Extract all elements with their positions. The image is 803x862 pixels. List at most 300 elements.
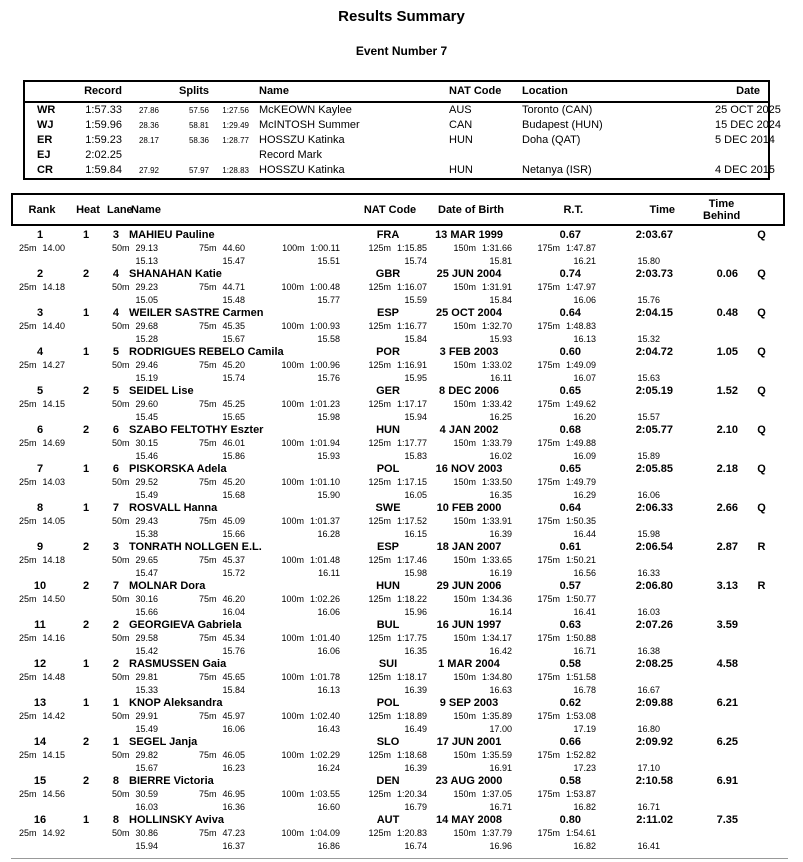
lap-time	[340, 606, 427, 618]
lap-time	[158, 294, 245, 306]
split-time: 1:31.66	[481, 243, 512, 253]
split-125m	[340, 710, 427, 723]
lap-time	[65, 528, 158, 540]
result-heat: 2	[82, 736, 90, 748]
lap-time-value: 16.56	[573, 568, 596, 578]
result-lane: 5	[112, 385, 119, 397]
lap-time	[512, 411, 596, 423]
lap-time-value: 15.80	[637, 256, 660, 266]
splits-row	[11, 320, 785, 333]
split-25m	[11, 788, 65, 801]
result-lane: 1	[112, 736, 119, 748]
split-distance-label: 75m	[198, 321, 217, 331]
result-entry	[11, 774, 785, 813]
lap-time	[512, 684, 596, 696]
split-75m	[158, 710, 245, 723]
split-distance-label: 150m	[453, 438, 476, 448]
lap-time	[158, 489, 245, 501]
split-time: 29.52	[135, 477, 158, 487]
splits-row	[11, 749, 785, 762]
split-150m	[427, 710, 512, 723]
lap-spacer	[11, 840, 65, 852]
lap-spacer	[11, 567, 65, 579]
record-date: 15 DEC 2024	[715, 119, 782, 131]
split-spacer	[596, 476, 660, 489]
lap-time-value: 15.47	[135, 568, 158, 578]
record-holder-name: McKEOWN Kaylee	[259, 104, 352, 116]
lap-time-value: 16.28	[317, 529, 340, 539]
split-distance-label: 50m	[111, 750, 130, 760]
lap-time	[158, 411, 245, 423]
lap-time-value: 15.98	[637, 529, 660, 539]
lap-time-value: 15.95	[404, 373, 427, 383]
lap-time-value: 16.91	[489, 763, 512, 773]
lap-time	[158, 606, 245, 618]
time-behind: 2.66	[716, 502, 738, 514]
split-time: 30.16	[135, 594, 158, 604]
lap-time-value: 16.04	[222, 607, 245, 617]
lap-time-value: 15.47	[222, 256, 245, 266]
swimmer-name: KNOP Aleksandra	[129, 697, 223, 709]
swimmer-date-of-birth: 16 NOV 2003	[435, 463, 503, 475]
lap-time-value: 16.78	[573, 685, 596, 695]
lap-time	[512, 294, 596, 306]
record-code: EJ	[37, 149, 51, 161]
split-distance-label: 25m	[18, 321, 37, 331]
split-distance-label: 150m	[453, 477, 476, 487]
split-distance-label: 125m	[368, 477, 391, 487]
split-150m	[427, 827, 512, 840]
split-distance-label: 75m	[198, 555, 217, 565]
split-distance-label: 75m	[198, 243, 217, 253]
lap-time-value: 16.39	[489, 529, 512, 539]
lap-time	[158, 333, 245, 345]
split-distance-label: 125m	[368, 555, 391, 565]
lap-time-value: 15.32	[637, 334, 660, 344]
swimmer-name: SEIDEL Lise	[129, 385, 194, 397]
lap-spacer	[11, 411, 65, 423]
split-distance-label: 25m	[18, 282, 37, 292]
lap-time-value: 16.71	[573, 646, 596, 656]
time-behind: 6.21	[716, 697, 738, 709]
result-entry	[11, 579, 785, 618]
result-heat: 1	[82, 502, 90, 514]
result-lane: 7	[112, 580, 119, 592]
final-time: 2:05.19	[635, 385, 673, 397]
result-heat: 1	[82, 229, 90, 241]
lap-time	[245, 255, 340, 267]
split-100m	[245, 710, 340, 723]
results-header	[11, 193, 785, 226]
lap-time	[512, 801, 596, 813]
result-entry	[11, 423, 785, 462]
split-time: 1:34.36	[481, 594, 512, 604]
split-distance-label: 100m	[281, 672, 304, 682]
split-time: 14.40	[42, 321, 65, 331]
split-175m	[512, 632, 596, 645]
lap-time	[427, 606, 512, 618]
lap-time-value: 16.09	[573, 451, 596, 461]
lap-times-row	[11, 411, 785, 423]
split-time: 1:49.79	[565, 477, 596, 487]
lap-time	[512, 255, 596, 267]
split-50m	[65, 593, 158, 606]
split-150m	[427, 671, 512, 684]
split-time: 1:04.09	[309, 828, 340, 838]
split-time: 1:01.37	[309, 516, 340, 526]
lap-time	[340, 489, 427, 501]
split-distance-label: 50m	[111, 555, 130, 565]
result-lane: 6	[112, 424, 119, 436]
split-75m	[158, 281, 245, 294]
record-holder-name: McINTOSH Summer	[259, 119, 360, 131]
split-125m	[340, 437, 427, 450]
result-heat: 2	[82, 541, 90, 553]
swimmer-name: GEORGIEVA Gabriela	[129, 619, 242, 631]
split-100m	[245, 827, 340, 840]
qualification-mark: R	[757, 541, 766, 553]
lap-time	[340, 684, 427, 696]
split-time: 1:53.87	[565, 789, 596, 799]
split-time: 14.69	[42, 438, 65, 448]
lap-time	[596, 489, 660, 501]
reaction-time: 0.60	[559, 346, 581, 358]
split-distance-label: 50m	[111, 399, 130, 409]
final-time: 2:06.54	[635, 541, 673, 553]
lap-time-value: 16.38	[637, 646, 660, 656]
lap-time-value: 16.13	[317, 685, 340, 695]
lap-time-value: 16.15	[404, 529, 427, 539]
split-time: 14.48	[42, 672, 65, 682]
result-rank: 12	[33, 658, 47, 670]
split-distance-label: 75m	[198, 360, 217, 370]
split-125m	[340, 554, 427, 567]
lap-time	[596, 801, 660, 813]
split-distance-label: 25m	[18, 789, 37, 799]
final-time: 2:04.15	[635, 307, 673, 319]
splits-row	[11, 632, 785, 645]
lap-time	[512, 528, 596, 540]
records-table	[23, 80, 782, 180]
result-entry	[11, 618, 785, 657]
split-100m	[245, 632, 340, 645]
qualification-mark: Q	[757, 268, 766, 280]
lap-time-value: 15.05	[135, 295, 158, 305]
lap-times-row	[11, 684, 785, 696]
result-main-row	[11, 501, 785, 515]
split-150m	[427, 320, 512, 333]
result-entry	[11, 228, 785, 267]
split-distance-label: 75m	[198, 672, 217, 682]
split-time: 14.15	[42, 750, 65, 760]
reaction-time: 0.64	[559, 307, 581, 319]
swimmer-name: SEGEL Janja	[129, 736, 198, 748]
lap-time-value: 15.84	[489, 295, 512, 305]
qualification-mark: Q	[757, 502, 766, 514]
splits-row	[11, 515, 785, 528]
lap-time	[65, 333, 158, 345]
split-distance-label: 50m	[111, 633, 130, 643]
split-time: 45.37	[222, 555, 245, 565]
lap-time	[158, 255, 245, 267]
splits-row	[11, 359, 785, 372]
lap-time	[245, 567, 340, 579]
split-150m	[427, 593, 512, 606]
result-lane: 2	[112, 658, 119, 670]
split-75m	[158, 320, 245, 333]
lap-times-row	[11, 723, 785, 735]
lap-time-value: 16.60	[317, 802, 340, 812]
swimmer-date-of-birth: 10 FEB 2000	[436, 502, 502, 514]
split-100m	[245, 749, 340, 762]
reaction-time: 0.67	[559, 229, 581, 241]
split-time: 1:18.89	[396, 711, 427, 721]
lap-time	[340, 645, 427, 657]
split-time: 1:53.08	[565, 711, 596, 721]
split-150m	[427, 515, 512, 528]
swimmer-nat-code: ESP	[376, 541, 399, 553]
split-125m	[340, 671, 427, 684]
result-main-row	[11, 618, 785, 632]
split-time: 14.92	[42, 828, 65, 838]
result-lane: 3	[112, 229, 119, 241]
lap-time	[427, 840, 512, 852]
split-distance-label: 150m	[453, 243, 476, 253]
split-distance-label: 150m	[453, 555, 476, 565]
lap-time	[340, 528, 427, 540]
result-main-row	[11, 540, 785, 554]
split-time: 1:33.42	[481, 399, 512, 409]
split-distance-label: 25m	[18, 828, 37, 838]
lap-time	[427, 528, 512, 540]
lap-time	[340, 567, 427, 579]
lap-time-value: 16.33	[637, 568, 660, 578]
lap-time	[65, 762, 158, 774]
split-time: 1:18.22	[396, 594, 427, 604]
split-distance-label: 100m	[281, 594, 304, 604]
split-distance-label: 150m	[453, 828, 476, 838]
swimmer-date-of-birth: 23 AUG 2000	[435, 775, 503, 787]
record-time: 2:02.25	[85, 149, 122, 161]
split-spacer	[596, 710, 660, 723]
split-distance-label: 50m	[111, 672, 130, 682]
split-75m	[158, 827, 245, 840]
results-header-row	[13, 198, 783, 222]
split-25m	[11, 710, 65, 723]
lap-time-value: 15.96	[404, 607, 427, 617]
lap-time	[427, 333, 512, 345]
split-time: 29.23	[135, 282, 158, 292]
lap-time	[427, 450, 512, 462]
split-125m	[340, 320, 427, 333]
lap-time	[512, 372, 596, 384]
lap-time-value: 15.93	[489, 334, 512, 344]
split-distance-label: 25m	[18, 516, 37, 526]
lap-time	[340, 840, 427, 852]
split-time: 1:50.21	[565, 555, 596, 565]
split-distance-label: 125m	[368, 594, 391, 604]
lap-time	[427, 684, 512, 696]
swimmer-nat-code: SWE	[375, 502, 401, 514]
lap-time-value: 16.39	[404, 763, 427, 773]
split-time: 14.27	[42, 360, 65, 370]
split-time: 1:35.59	[481, 750, 512, 760]
record-time: 1:59.96	[85, 119, 122, 131]
split-100m	[245, 515, 340, 528]
result-main-row	[11, 384, 785, 398]
split-time: 1:37.79	[481, 828, 512, 838]
split-distance-label: 25m	[18, 438, 37, 448]
qualification-mark: R	[757, 580, 766, 592]
split-25m	[11, 515, 65, 528]
split-100m	[245, 437, 340, 450]
split-50m	[65, 554, 158, 567]
lap-time	[158, 450, 245, 462]
split-100m	[245, 671, 340, 684]
split-spacer	[596, 554, 660, 567]
split-time: 46.95	[222, 789, 245, 799]
split-time: 1:31.91	[481, 282, 512, 292]
lap-time	[65, 801, 158, 813]
lap-time	[512, 450, 596, 462]
lap-time-value: 15.42	[135, 646, 158, 656]
lap-time	[596, 333, 660, 345]
split-75m	[158, 398, 245, 411]
lap-time-value: 16.21	[573, 256, 596, 266]
record-date: 4 DEC 2015	[715, 164, 775, 176]
split-25m	[11, 827, 65, 840]
lap-time-value: 16.13	[573, 334, 596, 344]
swimmer-date-of-birth: 13 MAR 1999	[435, 229, 503, 241]
split-time: 1:33.02	[481, 360, 512, 370]
split-time: 45.09	[222, 516, 245, 526]
col-header-rank: Rank	[28, 203, 56, 216]
lap-time	[512, 489, 596, 501]
qualification-mark: Q	[757, 229, 766, 241]
split-time: 1:34.17	[481, 633, 512, 643]
lap-time-value: 15.84	[222, 685, 245, 695]
reaction-time: 0.62	[559, 697, 581, 709]
split-spacer	[596, 827, 660, 840]
result-rank: 6	[36, 424, 44, 436]
records-header-record: Record	[84, 85, 122, 97]
qualification-mark: Q	[757, 307, 766, 319]
split-distance-label: 125m	[368, 672, 391, 682]
result-lane: 8	[112, 775, 119, 787]
lap-time-value: 15.59	[404, 295, 427, 305]
split-distance-label: 100m	[281, 282, 304, 292]
record-holder-name: HOSSZU Katinka	[259, 134, 345, 146]
split-time: 1:34.80	[481, 672, 512, 682]
result-entry	[11, 540, 785, 579]
split-distance-label: 125m	[368, 750, 391, 760]
time-behind: 4.58	[716, 658, 738, 670]
result-main-row	[11, 345, 785, 359]
split-75m	[158, 359, 245, 372]
lap-time-value: 15.90	[317, 490, 340, 500]
split-distance-label: 125m	[368, 243, 391, 253]
lap-time-value: 15.63	[637, 373, 660, 383]
split-175m	[512, 671, 596, 684]
final-time: 2:06.80	[635, 580, 673, 592]
split-time: 1:18.17	[396, 672, 427, 682]
split-distance-label: 75m	[198, 594, 217, 604]
split-125m	[340, 827, 427, 840]
swimmer-nat-code: HUN	[376, 424, 400, 436]
lap-time	[245, 606, 340, 618]
result-main-row	[11, 267, 785, 281]
split-time: 30.59	[135, 789, 158, 799]
record-holder-name: Record Mark	[259, 149, 322, 161]
final-time: 2:07.26	[635, 619, 673, 631]
result-rank: 2	[36, 268, 44, 280]
swimmer-name: ROSVALL Hanna	[129, 502, 218, 514]
split-distance-label: 75m	[198, 789, 217, 799]
lap-time	[65, 489, 158, 501]
lap-time	[158, 645, 245, 657]
time-behind: 6.25	[716, 736, 738, 748]
swimmer-nat-code: POR	[376, 346, 400, 358]
lap-time-value: 15.84	[404, 334, 427, 344]
split-distance-label: 25m	[18, 477, 37, 487]
split-time: 1:51.58	[565, 672, 596, 682]
split-100m	[245, 476, 340, 489]
time-behind: 7.35	[716, 814, 738, 826]
split-125m	[340, 593, 427, 606]
swimmer-name: PISKORSKA Adela	[129, 463, 227, 475]
split-distance-label: 125m	[368, 633, 391, 643]
lap-time	[65, 645, 158, 657]
swimmer-date-of-birth: 29 JUN 2006	[436, 580, 502, 592]
split-time: 29.43	[135, 516, 158, 526]
split-distance-label: 150m	[453, 399, 476, 409]
split-150m	[427, 281, 512, 294]
splits-row	[11, 671, 785, 684]
split-25m	[11, 749, 65, 762]
lap-time	[158, 528, 245, 540]
lap-time-value: 15.74	[222, 373, 245, 383]
split-time: 29.68	[135, 321, 158, 331]
split-150m	[427, 788, 512, 801]
split-distance-label: 50m	[111, 360, 130, 370]
lap-time	[65, 372, 158, 384]
split-distance-label: 25m	[18, 243, 37, 253]
split-25m	[11, 437, 65, 450]
split-125m	[340, 242, 427, 255]
lap-time	[427, 411, 512, 423]
lap-time	[245, 489, 340, 501]
split-time: 14.05	[42, 516, 65, 526]
lap-time	[245, 840, 340, 852]
lap-time	[245, 723, 340, 735]
split-distance-label: 50m	[111, 594, 130, 604]
lap-time-value: 15.28	[135, 334, 158, 344]
split-spacer	[596, 671, 660, 684]
lap-time	[596, 645, 660, 657]
lap-time	[245, 294, 340, 306]
split-spacer	[596, 281, 660, 294]
split-time: 1:33.91	[481, 516, 512, 526]
split-175m	[512, 554, 596, 567]
lap-time-value: 16.06	[637, 490, 660, 500]
lap-time	[340, 255, 427, 267]
time-behind: 3.13	[716, 580, 738, 592]
split-50m	[65, 632, 158, 645]
split-time: 1:03.55	[309, 789, 340, 799]
record-code: WR	[37, 104, 56, 116]
split-distance-label: 50m	[111, 243, 130, 253]
result-main-row	[11, 657, 785, 671]
